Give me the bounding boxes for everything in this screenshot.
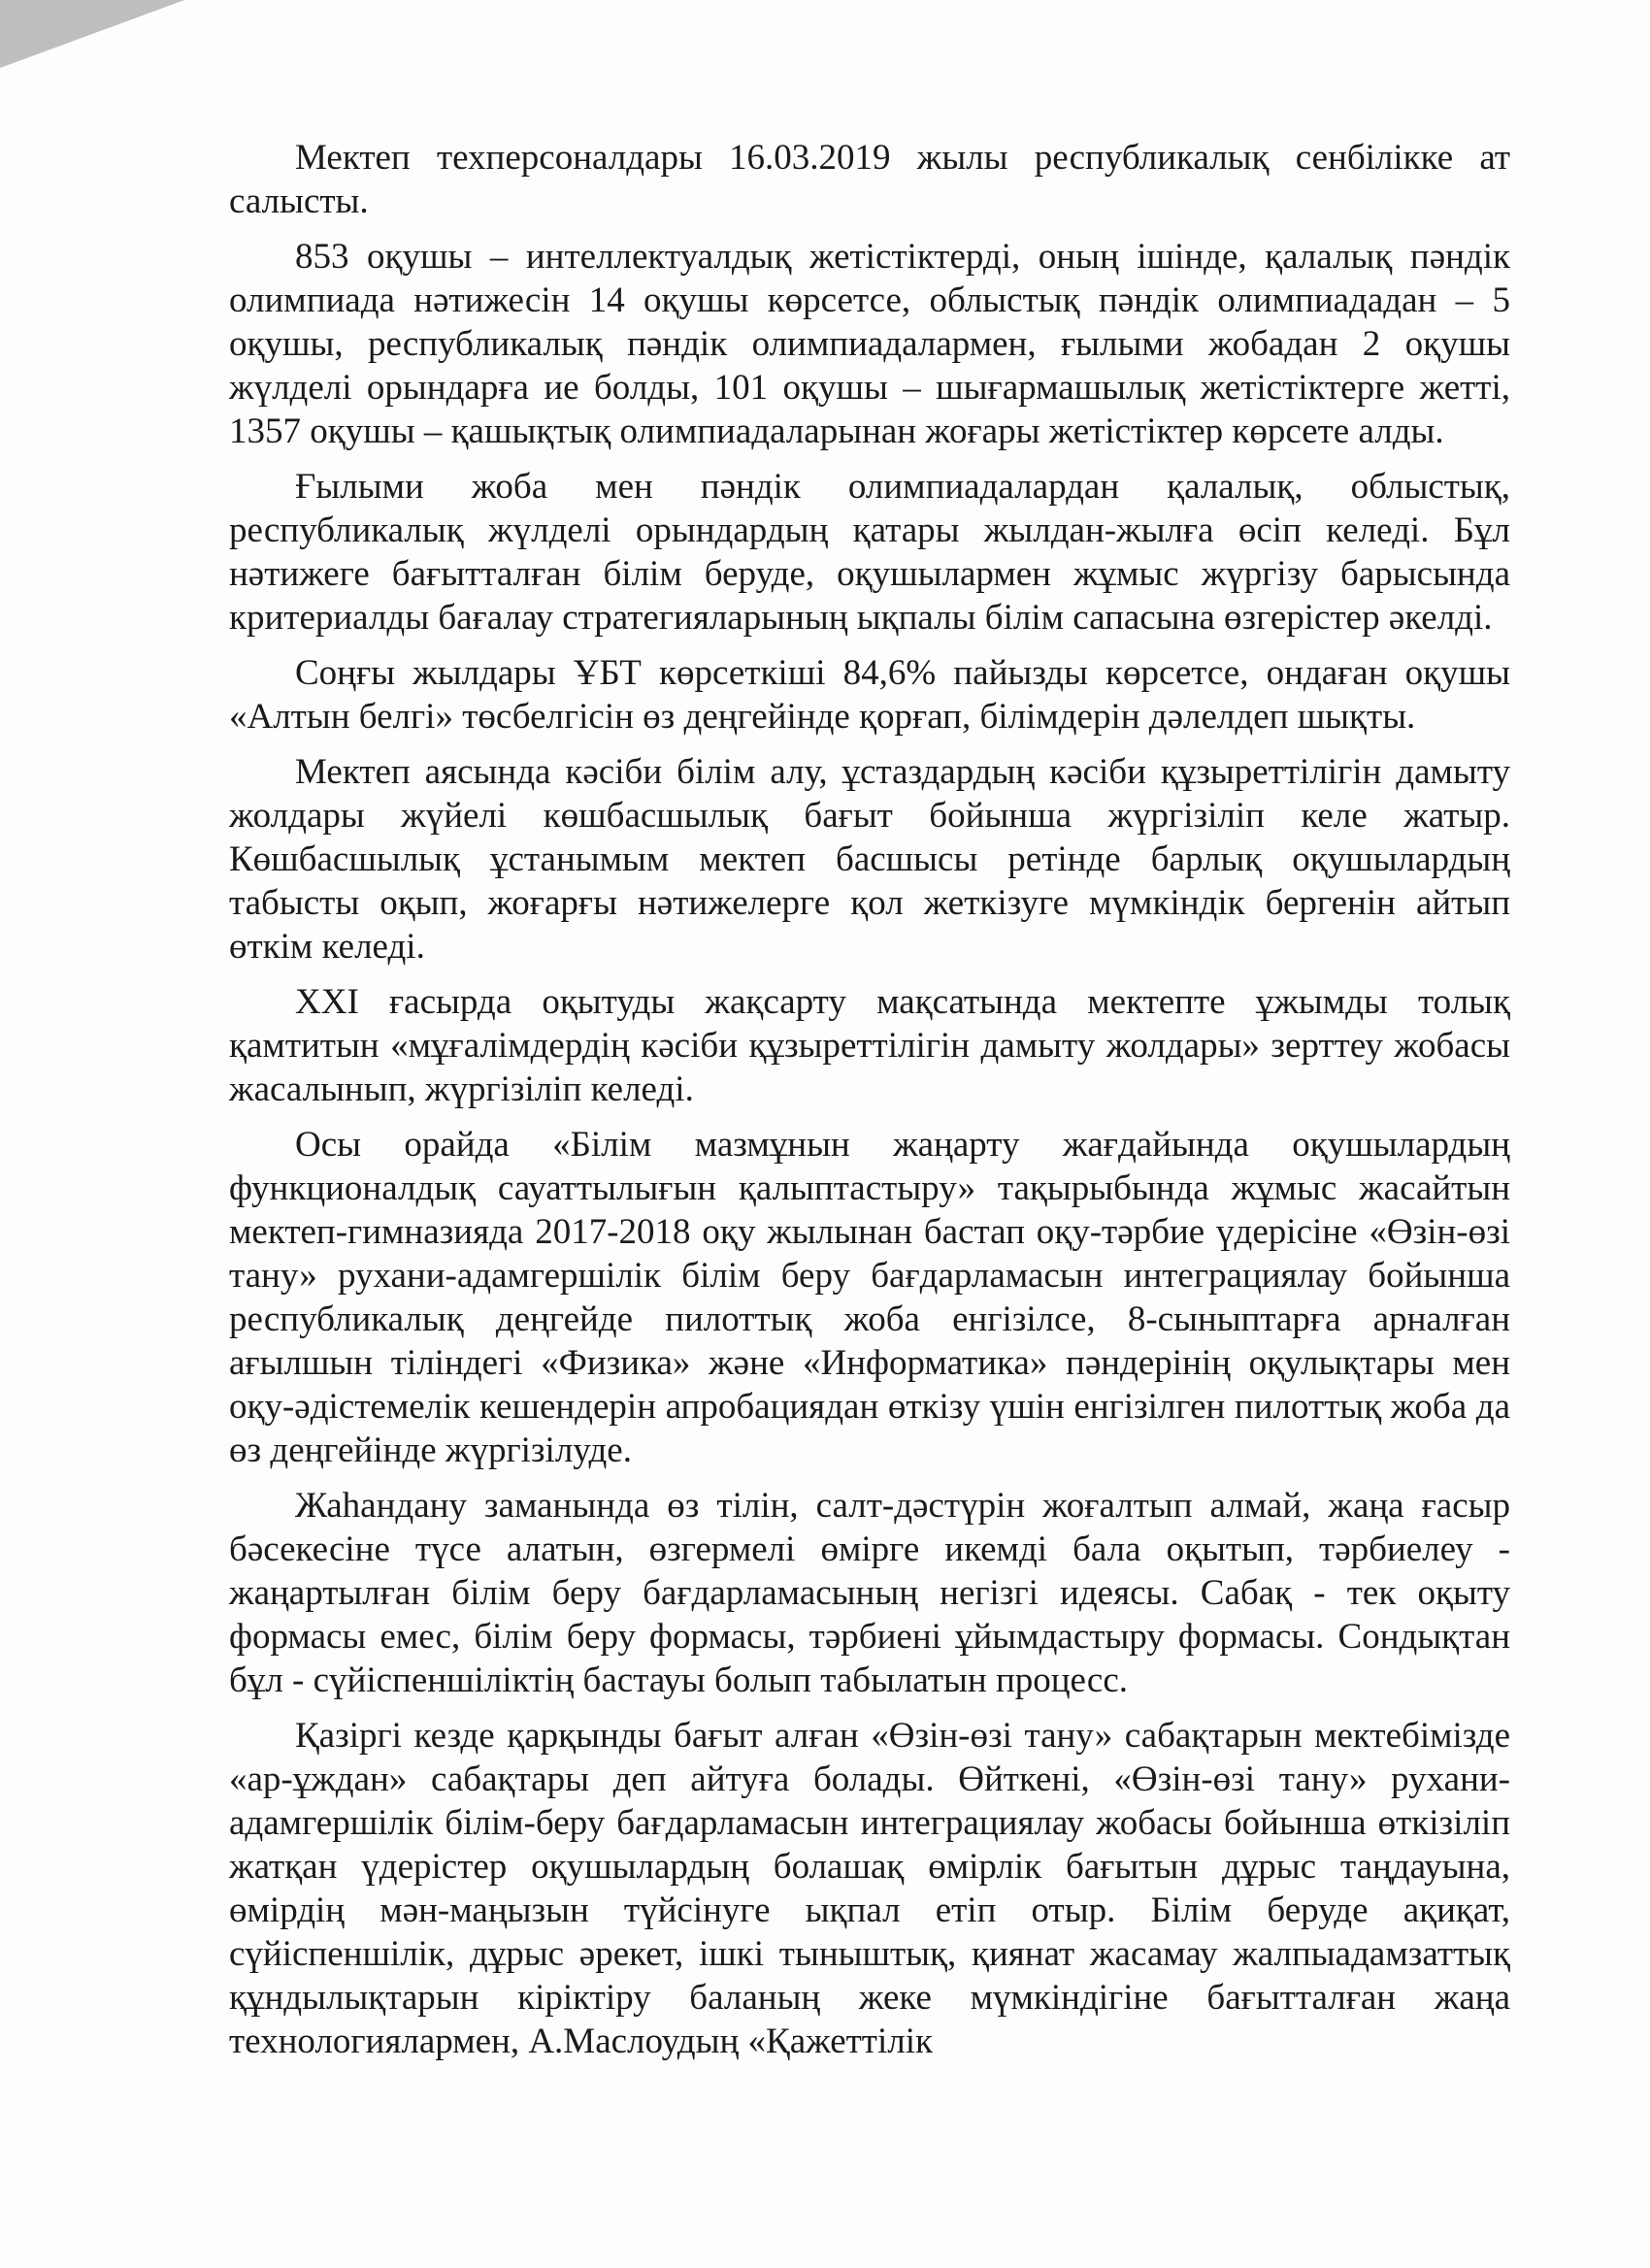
paragraph-1: Мектеп техперсоналдары 16.03.2019 жылы республикалық сенбілікке ат салысты.	[229, 138, 1510, 221]
paragraph-4: Соңғы жылдары ҰБТ көрсеткіші 84,6% пайызды көрсетсе, ондаған оқушы «Алтын белгі» төсбелгісін өз деңгейінде қорғап, білімдерін дәлелдеп шықты.	[229, 653, 1510, 737]
paragraph-2: 853 оқушы – интеллектуалдық жетістіктерді, оның ішінде, қалалық пәндік олимпиада нәтижесін 14 оқушы көрсетсе, облыстық пәндік олимпиададан – 5 оқушы, республикалық пәндік олимпиадалармен, ғылыми жобадан 2 оқушы жүлделі орындарға ие болды, 101 оқушы – шығармашылық жетістіктерге жетті, 1357 оқушы – қашықтық олимпиадаларынан жоғары жетістіктер көрсете алды.	[229, 237, 1510, 451]
paragraph-5: Мектеп аясында кәсіби білім алу, ұстаздардың кәсіби құзыреттілігін дамыту жолдары жүйелі көшбасшылық бағыт бойынша жүргізіліп келе жатыр. Көшбасшылық ұстанымым мектеп басшысы ретінде барлық оқушылардың табысты оқып, жоғарғы нәтижелерге қол жеткізуге мүмкіндік бергенін айтып өткім келеді.	[229, 752, 1510, 967]
paragraph-3: Ғылыми жоба мен пәндік олимпиадалардан қалалық, облыстық, республикалық жүлделі орындардың қатары жылдан-жылға өсіп келеді. Бұл нәтижеге бағытталған білім беруде, оқушылармен жұмыс жүргізу барысында критериалды бағалау стратегияларының ықпалы білім сапасына өзгерістер әкелді.	[229, 467, 1510, 638]
paragraph-6: XXI ғасырда оқытуды жақсарту мақсатында мектепте ұжымды толық қамтитын «мұғалімдердің кәсіби құзыреттілігін дамыту жолдары» зерттеу жобасы жасалынып, жүргізіліп келеді.	[229, 982, 1510, 1109]
paragraph-8: Жаһандану заманында өз тілін, салт-дәстүрін жоғалтып алмай, жаңа ғасыр бәсекесіне түсе алатын, өзгермелі өмірге икемді бала оқытып, тәрбиелеу - жаңартылған білім беру бағдарламасының негізгі идеясы. Сабақ - тек оқыту формасы емес, білім беру формасы, тәрбиені ұйымдастыру формасы. Сондықтан бұл - сүйіспеншіліктің бастауы болып табылатын процесс.	[229, 1486, 1510, 1700]
page-corner-fold	[0, 0, 184, 68]
document-body	[229, 136, 1510, 2075]
paragraph-9: Қазіргі кезде қарқынды бағыт алған «Өзін-өзі тану» сабақтарын мектебімізде «ар-ұждан» сабақтары деп айтуға болады. Өйткені, «Өзін-өзі тану» рухани-адамгершілік білім-беру бағдарламасын интеграциялау жобасы бойынша өткізіліп жатқан үдерістер оқушылардың болашақ өмірлік бағытын дұрыс таңдауына, өмірдің мән-маңызын түйсінуге ықпал етіп отыр. Білім беруде ақиқат, сүйіспеншілік, дұрыс әрекет, ішкі тыныштық, қиянат жасамау жалпыадамзаттық құндылықтарын кіріктіру баланың жеке мүмкіндігіне бағытталған жаңа технологиялармен, А.Маслоудың «Қажеттілік	[229, 1716, 1510, 2061]
paragraph-7: Осы орайда «Білім мазмұнын жаңарту жағдайында оқушылардың функционалдық сауаттылығын қалыптастыру» тақырыбында жұмыс жасайтын мектеп-гимназияда 2017-2018 оқу жылынан бастап оқу-тәрбие үдерісіне «Өзін-өзі тану» рухани-адамгершілік білім беру бағдарламасын интеграциялау бойынша республикалық деңгейде пилоттық жоба енгізілсе, 8-сыныптарға арналған ағылшын тіліндегі «Физика» және «Информатика» пәндерінің оқулықтары мен оқу-әдістемелік кешендерін апробациядан өткізу үшін енгізілген пилоттық жоба да өз деңгейінде жүргізілуде.	[229, 1125, 1510, 1470]
